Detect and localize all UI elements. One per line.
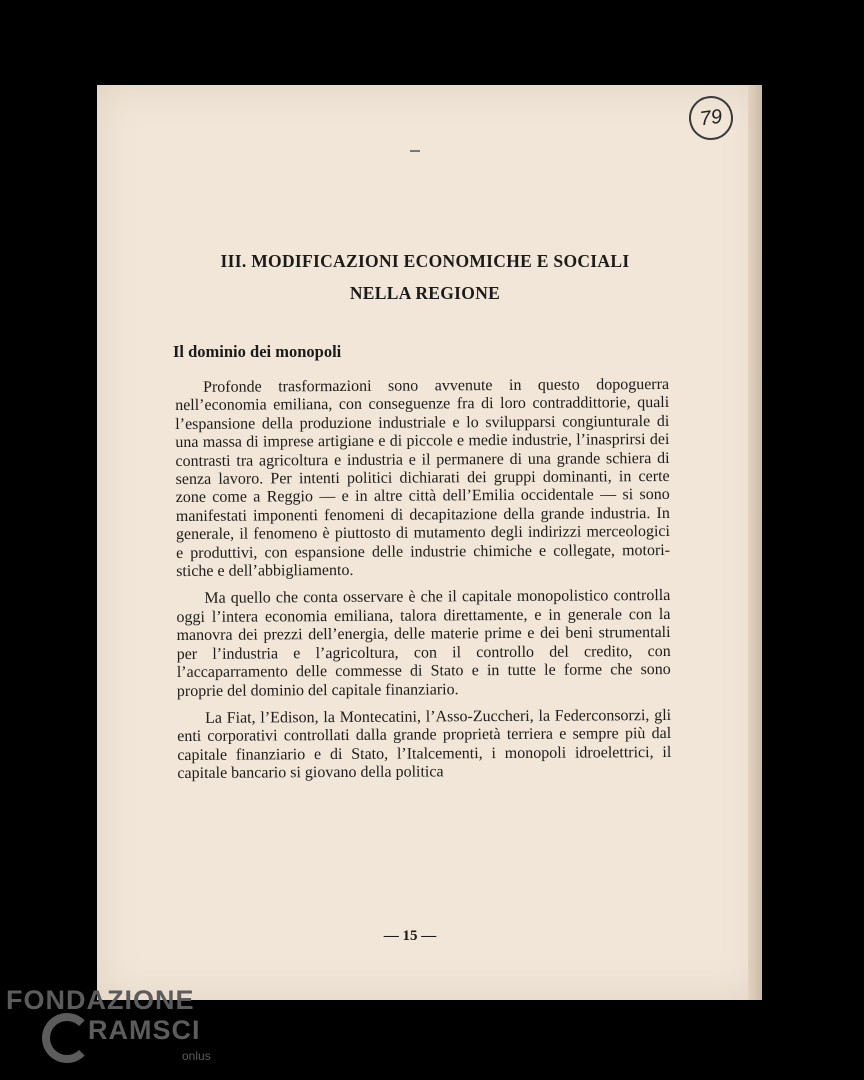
- watermark-line2: RAMSCI: [88, 1015, 201, 1045]
- chapter-title-line1: III. MODIFICAZIONI ECONOMICHE E SOCIALI: [220, 251, 630, 271]
- chapter-title-line2: NELLA REGIONE: [349, 283, 501, 303]
- watermark-line3: onlus: [182, 1049, 211, 1063]
- section-heading: Il dominio dei monopoli: [173, 342, 342, 361]
- page-edge: [748, 85, 762, 1000]
- watermark-line1: FONDAZIONE: [6, 985, 195, 1015]
- chapter-title: [175, 245, 675, 309]
- fondazione-gramsci-watermark: [6, 985, 216, 1075]
- paragraph-3: La Fiat, l’Edison, la Montecatini, l’Asso-Zuccheri, la Federconsorzi, gli enti corporativi controllati dalla grande proprietà terriera e sempre più dal capitale finanziario e di Stato, l’Italcementi, i monopoli idroelettrici, il capitale bancario si giovano della politica: [177, 706, 672, 783]
- dash-mark: [410, 150, 420, 152]
- page-footer-number: — 15 —: [383, 928, 437, 944]
- body-text: [175, 376, 672, 793]
- paragraph-1: Profonde trasformazioni sono avvenute in questo dopoguerra nell’economia emiliana, con conseguenze fra di loro contraddittorie, quali l’espansione della produzione industriale e lo svilupparsi congiunturale di una massa di imprese artigiane e di piccole e medie industrie, l’inasprirsi dei contrasti tra agricoltura e industria e il permanere di una grande schiera di senza lavoro. Per intenti politici dichiarati dei gruppi dominanti, in certe zone come a Reggio — e in altre città dell’Emilia occidentale — si sono manifestati imponenti fenomeni di decapitazione della grande industria. In generale, il fenomeno è piuttosto di mutamento degli indirizzi merceologici e produttivi, con espansione delle industrie chimiche e collegate, motoristiche e dell’abbigliamento.: [175, 375, 671, 581]
- archive-page-stamp: 79: [686, 93, 736, 143]
- gramsci-g-logo-icon: [42, 1013, 92, 1063]
- paragraph-2: Ma quello che conta osservare è che il capitale monopolistico controlla oggi l’intera economia emiliana, talora direttamente, e in generale con la manovra dei prezzi dell’energia, delle materie prime e dei beni strumentali per l’industria e l’agricoltura, con il controllo del credito, con l’accaparramento delle commesse di Stato e in tutte le forme che sono proprie del dominio del capitale finanziario.: [176, 587, 671, 700]
